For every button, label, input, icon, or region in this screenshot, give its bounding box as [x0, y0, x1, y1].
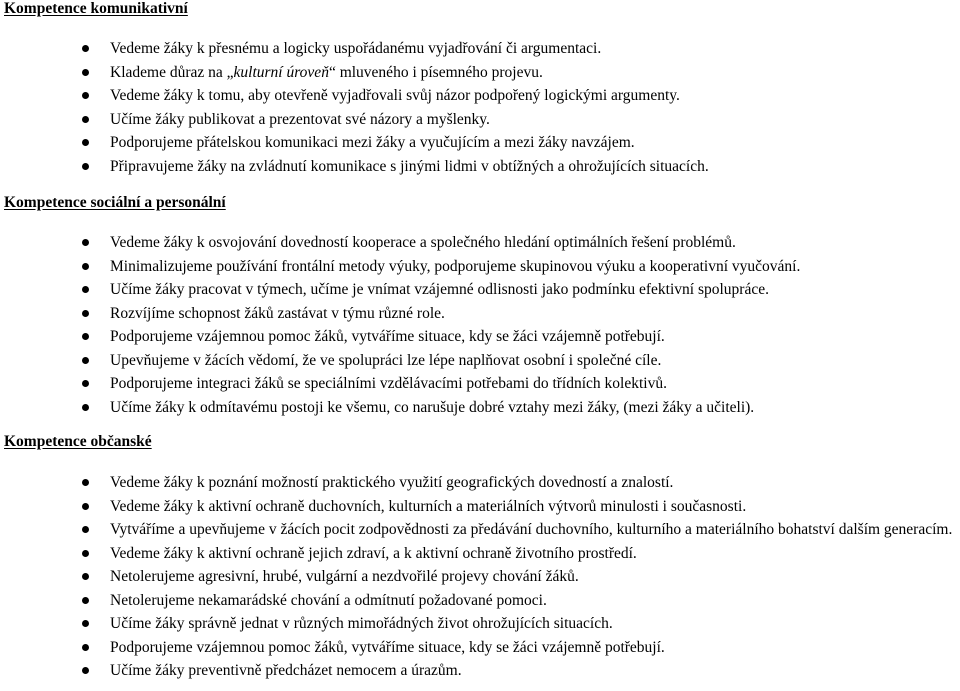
list-item: Podporujeme vzájemnou pomoc žáků, vytváříme situace, kdy se žáci vzájemně potřebují. [0, 636, 955, 660]
bullet-icon [82, 597, 89, 604]
bullet-icon [82, 526, 89, 533]
list-item: Vedeme žáky k osvojování dovedností kooperace a společného hledání optimálních řešení problémů. [0, 231, 800, 255]
bullet-icon [82, 573, 89, 580]
list-item: Připravujeme žáky na zvládnutí komunikace s jinými lidmi v obtížných a ohrožujících situacích. [0, 155, 709, 179]
bullet-icon [82, 620, 89, 627]
bullet-icon [82, 380, 89, 387]
list-item: Klademe důraz na „kulturní úroveň“ mluveného i písemného projevu. [0, 61, 709, 85]
list-item: Vedeme žáky k aktivní ochraně duchovních, kulturních a materiálních výtvorů minulosti i současnosti. [0, 495, 955, 519]
section-heading-obcanske: Kompetence občanské [4, 433, 152, 450]
list-item: Učíme žáky preventivně předcházet nemocem a úrazům. [0, 659, 955, 683]
list-item: Učíme žáky k odmítavému postoji ke všemu, co narušuje dobré vztahy mezi žáky, (mezi žáky a učiteli). [0, 396, 800, 420]
list-item: Rozvíjíme schopnost žáků zastávat v týmu různé role. [0, 302, 800, 326]
bullet-icon [82, 263, 89, 270]
list-item: Vedeme žáky k aktivní ochraně jejich zdraví, a k aktivní ochraně životního prostředí. [0, 542, 955, 566]
bullet-icon [82, 644, 89, 651]
list-item: Učíme žáky pracovat v týmech, učíme je vnímat vzájemné odlisnosti jako podmínku efektivní spolupráce. [0, 278, 800, 302]
section-heading-komunikativni: Kompetence komunikativní [4, 0, 188, 17]
bullet-icon [82, 357, 89, 364]
list-item: Podporujeme vzájemnou pomoc žáků, vytváříme situace, kdy se žáci vzájemně potřebují. [0, 325, 800, 349]
competence-list-obcanske [0, 471, 955, 683]
competence-list-socialni-personalni [0, 231, 800, 419]
bullet-icon [82, 333, 89, 340]
bullet-icon [82, 286, 89, 293]
list-item: Podporujeme přátelskou komunikaci mezi žáky a vyučujícím a mezi žáky navzájem. [0, 131, 709, 155]
bullet-icon [82, 667, 89, 674]
list-item: Minimalizujeme používání frontální metody výuky, podporujeme skupinovou výuku a kooperativní vyučování. [0, 255, 800, 279]
list-item: Vytváříme a upevňujeme v žácích pocit zodpovědnosti za předávání duchovního, kulturního a materiálního bohatství dalším generacím. [0, 518, 955, 542]
list-item: Vedeme žáky k poznání možností praktického využití geografických dovedností a znalostí. [0, 471, 955, 495]
bullet-icon [82, 239, 89, 246]
bullet-icon [82, 550, 89, 557]
list-item: Učíme žáky publikovat a prezentovat své názory a myšlenky. [0, 108, 709, 132]
list-item: Upevňujeme v žácích vědomí, že ve spolupráci lze lépe naplňovat osobní i společné cíle. [0, 349, 800, 373]
list-item: Netolerujeme nekamarádské chování a odmítnutí požadované pomoci. [0, 589, 955, 613]
bullet-icon [82, 69, 89, 76]
bullet-icon [82, 503, 89, 510]
bullet-icon [82, 310, 89, 317]
bullet-icon [82, 116, 89, 123]
list-item: Netolerujeme agresivní, hrubé, vulgární a nezdvořilé projevy chování žáků. [0, 565, 955, 589]
bullet-icon [82, 92, 89, 99]
bullet-icon [82, 479, 89, 486]
bullet-icon [82, 139, 89, 146]
list-item: Vedeme žáky k tomu, aby otevřeně vyjadřovali svůj názor podpořený logickými argumenty. [0, 84, 709, 108]
bullet-icon [82, 404, 89, 411]
list-item: Učíme žáky správně jednat v různých mimořádných život ohrožujících situacích. [0, 612, 955, 636]
bullet-icon [82, 163, 89, 170]
list-item: Vedeme žáky k přesnému a logicky uspořádanému vyjadřování či argumentaci. [0, 37, 709, 61]
section-heading-socialni-personalni: Kompetence sociální a personální [4, 194, 226, 211]
list-item: Podporujeme integraci žáků se speciálními vzdělávacími potřebami do třídních kolektivů. [0, 372, 800, 396]
competence-list-komunikativni [0, 37, 709, 178]
bullet-icon [82, 45, 89, 52]
